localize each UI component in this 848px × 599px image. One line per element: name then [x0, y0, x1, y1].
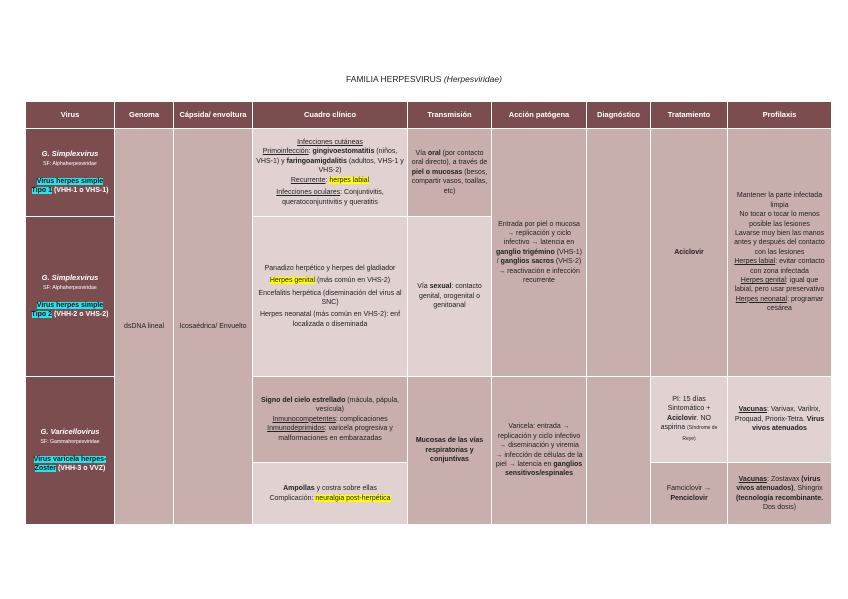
transmision-t1-e: (besos, compartir vasos, toallas, etc): [411, 168, 488, 195]
profilaxis-hsv-b: No tocar o tocar lo menos posible las lesiones: [739, 211, 820, 228]
clinico-gingivo: gingivoestomatitis: [312, 148, 375, 156]
virus-hsv1-name: Virus herpes simple Tipo 1: [31, 178, 104, 195]
virus-hsv1-genus: G. Simplexvirus: [41, 149, 99, 159]
virus-vzv-cell: [26, 377, 115, 525]
clinico-recurrente-label: Recurrente: [290, 176, 326, 184]
capsida-cell: [174, 129, 253, 525]
header-diagnostico: Diagnóstico: [587, 102, 651, 129]
clinico-cielo-estrellado: Signo del cielo estrellado: [260, 396, 346, 404]
clinico-primoinfeccion-label: Primoinfección: [262, 148, 309, 156]
accion-hsv-e: (VHS-2) → reactivación e infección recurrente: [498, 258, 582, 285]
profilaxis-zos-c: , Shingrix: [793, 485, 823, 493]
accion-ganglios-sensitivos: ganglios sensitivos/espinales: [504, 460, 583, 478]
clinico-prim-b: (niños, VHS-1) y: [256, 148, 398, 165]
profilaxis-hsv-a: Mantener la parte infectada limpia: [736, 192, 823, 209]
accion-vzv-a: Varicela: entrada → replicación y ciclo infectivo → diseminación y viremia → infección de células de la piel → latencia en: [495, 423, 583, 468]
clinico-zos-c: Complicación:: [269, 494, 316, 502]
accion-vzv-cell: [492, 377, 587, 525]
herpes-table: [25, 101, 832, 525]
accion-ganglios-sacros: ganglios sacros: [500, 258, 554, 266]
virus-vzv-tail: (VHH-3 o VVZ): [56, 465, 106, 473]
clinico-ampollas: Ampollas: [283, 485, 315, 493]
capsida-text: Icosaédrica/ Envuelto: [179, 322, 247, 330]
accion-ganglio-trigemino: ganglio trigémino: [496, 248, 555, 256]
virus-hsv2-subfamily: SF: Alphaherpesviridae: [43, 284, 97, 291]
transmision-t2-a: Vía: [417, 283, 430, 291]
header-row: [26, 102, 832, 129]
virus-vzv-name: Virus varicela herpes-Zoster: [33, 456, 107, 473]
table-row: [26, 129, 832, 217]
profilaxis-zos-e: Dos dosis): [762, 503, 797, 511]
clinico-signo-rest: (mácula, pápula, vesícula): [315, 396, 400, 414]
header-tratamiento: Tratamiento: [651, 102, 728, 129]
tratamiento-hsv-cell: [651, 129, 728, 377]
tratamiento-zoster-cell: [651, 463, 728, 525]
clinico-panadizo: Panadizo herpético y herpes del gladiador: [264, 264, 396, 272]
diagnostico-hsv-cell: [587, 129, 651, 377]
clinico-rec-sep: :: [325, 176, 330, 184]
profilaxis-hsv-cell: [728, 129, 832, 377]
tratamiento-varicela-cell: [651, 377, 728, 463]
title-italic: (Herpesviridae): [443, 74, 502, 84]
profilaxis-hsv-c: Lavarse muy bien las manos antes y después del contacto con las lesiones: [734, 229, 825, 256]
accion-hsv-c: (VHS-1) /: [496, 248, 582, 266]
header-capsida: Cápsida/ envoltura: [174, 102, 253, 129]
profilaxis-genital-val: : igual que labial, pero usar preservativo: [734, 277, 825, 294]
transmision-t1-a: Vía: [415, 149, 428, 157]
clinico-oculares-label: Infecciones oculares: [276, 189, 341, 197]
tratamiento-vzv-a: PI: 15 días Sintomático +: [667, 395, 711, 413]
virus-hsv2-genus: G. Simplexvirus: [41, 273, 99, 283]
clinico-inmunocompetentes-label: Inmunocompetentes: [272, 415, 336, 423]
header-accion-patogena: Acción patógena: [492, 102, 587, 129]
header-profilaxis: Profilaxis: [728, 102, 832, 129]
profilaxis-neonatal-val: : programar cesárea: [767, 295, 824, 313]
profilaxis-labial-val: : evitar contacto con zona infectada: [750, 258, 825, 275]
clinico-zoster-cell: [253, 463, 408, 525]
virus-hsv1-tail: (VHH-1 o VHS-1): [52, 187, 109, 195]
profilaxis-vzv-vacunas: Vacunas: [738, 406, 767, 414]
tratamiento-famciclovir: Famciclovir →: [666, 485, 712, 493]
title-main: FAMILIA HERPESVIRUS: [346, 74, 442, 84]
transmision-oral: oral: [427, 149, 441, 157]
genoma-cell: [115, 129, 174, 525]
clinico-herpes-labial: herpes labial: [329, 176, 370, 184]
profilaxis-neonatal-label: Herpes neonatal: [735, 295, 788, 303]
clinico-faringo: faringoamigdalitis: [286, 157, 347, 165]
accion-hsv-cell: [492, 129, 587, 377]
tratamiento-vzv-aciclovir: Aciclovir: [667, 414, 697, 422]
tratamiento-reye: (Síndrome de Reye): [682, 425, 718, 442]
clinico-neuralgia: neuralgia post-herpética: [315, 494, 391, 502]
transmision-vzv-cell: [408, 377, 492, 525]
profilaxis-labial-label: Herpes labial: [734, 258, 776, 266]
profilaxis-vzv-atenuados: Virus vivos atenuados: [752, 415, 825, 433]
accion-hsv-a: Entrada por piel o mucosa → replicación y ciclo infectivo → latencia en: [498, 220, 580, 247]
transmision-oral-cell: [408, 129, 492, 217]
profilaxis-zos-recombinante: (tecnología recombinante.: [735, 494, 824, 502]
clinico-zos-b: y costra sobre ellas: [314, 485, 377, 493]
header-transmision: Transmisión: [408, 102, 492, 129]
virus-hsv2-tail: (VHH-2 o VHS-2): [52, 311, 109, 319]
profilaxis-zos-atenuados: (virus vivos atenuados): [736, 475, 821, 493]
profilaxis-zos-val: : Zostavax: [767, 475, 802, 483]
clinico-prim-d: (adultos, VHS-1 y VHS-2): [318, 157, 404, 175]
clinico-inmunodeprimidos-label: Inmunodeprimidos: [267, 425, 325, 433]
transmision-sexual-cell: [408, 217, 492, 377]
virus-vzv-subfamily: SF: Gammaherpesviridae: [40, 438, 100, 445]
clinico-hsv-top-cell: [253, 129, 408, 217]
header-cuadro-clinico: Cuadro clínico: [253, 102, 408, 129]
document-title: [0, 74, 848, 84]
virus-hsv2-cell: [26, 217, 115, 377]
clinico-genital-rest: (más común en VHS-2): [315, 277, 391, 285]
virus-hsv1-subfamily: SF: Alphaherpesviridae: [43, 160, 97, 167]
profilaxis-vzv-val: : Varivax, Varilrix, Proquad, Priorix-Tetra.: [734, 406, 821, 423]
profilaxis-zos-vacunas: Vacunas: [738, 475, 768, 483]
virus-vzv-genus: G. Varicellovirus: [40, 427, 100, 437]
tratamiento-aciclovir: Aciclovir: [674, 248, 704, 256]
clinico-herpes-genital: Herpes genital: [269, 277, 316, 285]
virus-hsv2-name: Virus herpes simple Tipo 2: [31, 302, 104, 319]
tratamiento-vzv-c: . NO aspirina: [660, 414, 711, 432]
transmision-t1-c: (por contacto oral directo), a través de: [411, 149, 488, 167]
clinico-hsv-bottom-cell: [253, 217, 408, 377]
header-virus: Virus: [26, 102, 115, 129]
transmision-sexual: sexual: [429, 283, 452, 291]
transmision-mucosas-respiratorias: Mucosas de las vías respiratorias y conjuntivas: [415, 437, 484, 464]
clinico-inm-val: : complicaciones: [335, 415, 388, 423]
diagnostico-vzv-cell: [587, 377, 651, 525]
profilaxis-zoster-cell: [728, 463, 832, 525]
transmision-t2-c: : contacto genital, orogenital o genitoanal: [418, 283, 482, 310]
clinico-dep-val: : varicela progresiva y malformaciones en embarazadas: [278, 425, 393, 442]
virus-hsv1-cell: [26, 129, 115, 217]
clinico-cutaneas-heading: Infecciones cutáneas: [297, 139, 363, 147]
clinico-encefalitis: Encefalitis herpética (diseminación del virus al SNC): [258, 289, 402, 306]
transmision-piel-mucosas: piel o mucosas: [411, 168, 463, 176]
tratamiento-penciclovir: Penciclovir: [670, 494, 708, 502]
genoma-text: dsDNA lineal: [123, 322, 165, 330]
profilaxis-varicela-cell: [728, 377, 832, 463]
header-genoma: Genoma: [115, 102, 174, 129]
clinico-oculares-val: : Conjuntivitis, queratoconjuntivitis y queratitis: [282, 189, 384, 206]
clinico-neonatal: Herpes neonatal (más común en VHS-2): enf localizada o diseminada: [259, 311, 401, 328]
profilaxis-genital-label: Herpes genital: [740, 277, 786, 285]
clinico-prim-sep: :: [308, 148, 313, 156]
clinico-varicela-cell: [253, 377, 408, 463]
